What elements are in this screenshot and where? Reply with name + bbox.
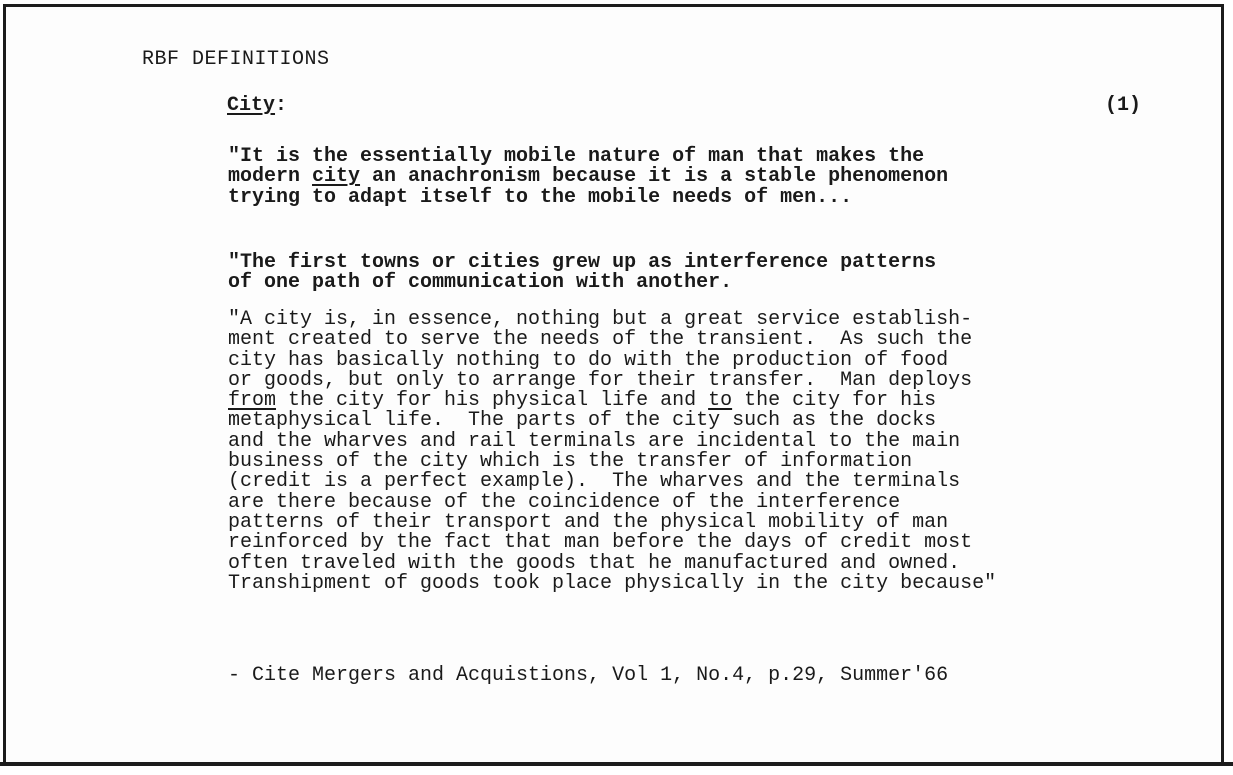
paragraph-3-line-3: city has basically nothing to do with the production of food [228,348,949,372]
paragraph-1-line-2-pre: modern [228,165,313,189]
paragraph-3-line-1: "A city is, in essence, nothing but a great service establish- [228,308,973,331]
paragraph-3-line-6: metaphysical life. The parts of the city such as the docks [228,409,937,433]
paragraph-1-line-3: trying to adapt itself to the mobile needs of men... [228,185,853,209]
definition-term [227,94,287,117]
paragraph-3-line-2: ment created to serve the needs of the transient. As such the [228,328,973,352]
paragraph-3-line-12: reinforced by the fact that man before the days of credit most [228,531,973,555]
paragraph-1-line-1: "It is the essentially mobile nature of man that makes the [228,145,925,168]
bottom-divider [0,762,1233,766]
paragraph-2 [228,253,936,294]
underlined-from: from [228,389,277,413]
paragraph-3-line-7: and the wharves and rail terminals are incidental to the main [228,429,961,453]
reference-number: (1) [1105,94,1142,117]
paragraph-3-line-5-post: the city for his [732,389,937,413]
paragraph-3-line-11: patterns of their transport and the physical mobility of man [228,510,949,534]
paragraph-3-line-4: or goods, but only to arrange for their transfer. Man deploys [228,368,973,392]
paragraph-2-line-2: of one path of communication with another. [228,271,733,295]
document-heading: RBF DEFINITIONS [142,48,330,71]
paragraph-2-line-1: "The first towns or cities grew up as interference patterns [228,251,937,274]
paragraph-3-line-10: are there because of the coincidence of the interference [228,490,901,514]
term-word: City [227,94,276,117]
paragraph-3 [228,310,996,594]
paragraph-3-line-14: Transhipment of goods took place physically in the city because" [228,571,997,595]
citation: - Cite Mergers and Acquistions, Vol 1, No.4, p.29, Summer'66 [228,664,949,687]
underlined-city: city [312,165,361,189]
paragraph-1 [228,147,948,208]
paragraph-1-line-2-post: an anachronism because it is a stable phenomenon [360,165,949,189]
paragraph-3-line-9: (credit is a perfect example). The wharves and the terminals [228,470,961,494]
underlined-to: to [708,389,733,413]
paragraph-3-line-8: business of the city which is the transfer of information [228,450,913,474]
paragraph-3-line-13: often traveled with the goods that he manufactured and owned. [228,551,961,575]
term-colon: : [275,94,288,117]
paragraph-3-line-5-mid: the city for his physical life and [276,389,709,413]
